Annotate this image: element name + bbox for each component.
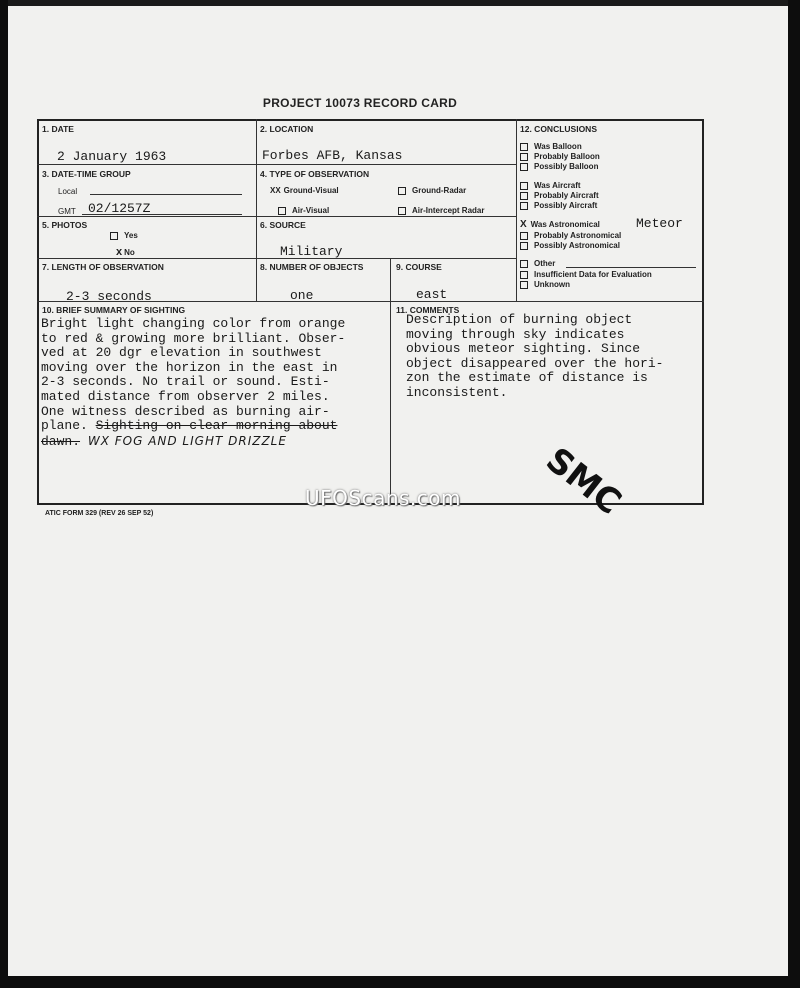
form-footer: ATIC FORM 329 (REV 26 SEP 52) <box>45 510 154 517</box>
was-aircraft-text: Was Aircraft <box>534 181 581 190</box>
poss-aircraft-text: Possibly Aircraft <box>534 201 598 210</box>
air-visual-option <box>278 206 329 215</box>
datetime-label: 3. DATE-TIME GROUP <box>42 169 131 179</box>
summary-label: 10. BRIEF SUMMARY OF SIGHTING <box>42 305 186 315</box>
comments-label: 11. COMMENTS <box>396 305 460 315</box>
summary-last-line <box>41 419 345 434</box>
prob-astro-text: Probably Astronomical <box>534 231 622 240</box>
gmt-label: GMT <box>58 207 76 216</box>
summary-line: to red & growing more brilliant. Obser- <box>41 330 346 346</box>
scan-edge-bottom <box>0 976 800 988</box>
was-astro-text: Was Astronomical <box>530 220 600 229</box>
poss-balloon-text: Possibly Balloon <box>534 162 599 171</box>
objects-value: one <box>290 288 314 303</box>
row-divider-2 <box>37 216 516 217</box>
was-balloon-option <box>520 142 582 151</box>
ground-radar-option <box>398 186 466 195</box>
prob-astro-checkbox <box>520 232 528 240</box>
summary-line: One witness described as burning air- <box>41 403 330 419</box>
course-value: east <box>416 287 448 302</box>
summary-final-line <box>41 434 345 450</box>
date-value: 2 January 1963 <box>57 149 167 164</box>
struck-text-2: dawn. <box>41 433 81 449</box>
local-underline <box>90 194 242 195</box>
summary-line: Bright light changing color from orange <box>41 316 346 331</box>
comment-line: moving through sky indicates <box>406 326 625 342</box>
local-label: Local <box>58 187 78 196</box>
photos-yes-option <box>110 231 138 240</box>
was-aircraft-checkbox <box>520 182 528 190</box>
air-intercept-option <box>398 206 484 215</box>
summary-line: ved at 20 dgr elevation in southwest <box>41 345 322 361</box>
was-astro-option <box>520 219 600 230</box>
prob-balloon-checkbox <box>520 153 528 161</box>
photos-no-option <box>116 246 135 258</box>
summary-line: moving over the horizon in the east in <box>41 359 338 375</box>
other-option <box>520 259 555 268</box>
length-label: 7. LENGTH OF OBSERVATION <box>42 262 164 272</box>
was-aircraft-option <box>520 181 581 190</box>
unknown-checkbox <box>520 281 528 289</box>
prob-aircraft-text: Probably Aircraft <box>534 191 599 200</box>
photos-yes-text: Yes <box>124 231 138 240</box>
prob-astro-option <box>520 231 621 240</box>
prob-aircraft-checkbox <box>520 192 528 200</box>
photos-yes-checkbox <box>110 232 118 240</box>
air-intercept-text: Air-Intercept Radar <box>412 206 485 215</box>
was-balloon-text: Was Balloon <box>534 142 582 151</box>
row-divider-1 <box>37 164 516 165</box>
poss-astro-checkbox <box>520 242 528 250</box>
air-visual-checkbox <box>278 207 286 215</box>
gmt-underline <box>82 214 242 215</box>
photos-label: 5. PHOTOS <box>42 220 88 230</box>
summary-line: mated distance from observer 2 miles. <box>41 388 330 404</box>
prob-balloon-option <box>520 152 600 161</box>
row-divider-3 <box>37 258 516 259</box>
poss-aircraft-option <box>520 201 597 210</box>
photos-no-mark: x <box>116 246 123 258</box>
conclusions-label: 12. CONCLUSIONS <box>520 124 597 134</box>
objects-label: 8. NUMBER OF OBJECTS <box>260 262 364 272</box>
card-title: PROJECT 10073 RECORD CARD <box>262 96 458 110</box>
ground-visual-text: Ground-Visual <box>283 186 339 195</box>
handwritten-note: WX FOG AND LIGHT DRIZZLE <box>87 433 287 448</box>
comments-text <box>406 313 663 401</box>
comment-line: obvious meteor sighting. Since <box>406 341 641 357</box>
col-divider-3 <box>516 119 517 301</box>
gmt-value: 02/1257Z <box>88 201 151 216</box>
watermark: UFOScans.com <box>305 486 461 510</box>
date-label: 1. DATE <box>42 124 74 134</box>
ground-visual-option <box>270 186 339 195</box>
ground-radar-checkbox <box>398 187 406 195</box>
col-divider-2 <box>390 258 391 505</box>
unknown-text: Unknown <box>534 280 570 289</box>
comment-line: inconsistent. <box>406 384 508 400</box>
struck-text-1: Sighting on clear morning about <box>95 418 338 434</box>
comment-line: Description of burning object <box>406 312 633 327</box>
comment-line: object disappeared over the hori- <box>406 355 664 371</box>
course-label: 9. COURSE <box>396 262 442 272</box>
poss-aircraft-checkbox <box>520 202 528 210</box>
was-balloon-checkbox <box>520 143 528 151</box>
ground-radar-text: Ground-Radar <box>412 186 467 195</box>
unknown-option <box>520 280 570 289</box>
photos-no-text: No <box>124 248 135 257</box>
insufficient-text: Insufficient Data for Evaluation <box>534 270 652 279</box>
location-label: 2. LOCATION <box>260 124 314 134</box>
other-underline <box>566 267 696 268</box>
was-astro-mark: X <box>520 219 527 230</box>
source-label: 6. SOURCE <box>260 220 306 230</box>
poss-balloon-option <box>520 162 598 171</box>
summary-line: 2-3 seconds. No trail or sound. Esti- <box>41 374 330 390</box>
col-divider-1 <box>256 119 257 301</box>
prob-balloon-text: Probably Balloon <box>534 152 600 161</box>
summary-text <box>41 317 345 449</box>
scan-edge-right <box>788 0 800 988</box>
poss-balloon-checkbox <box>520 163 528 171</box>
poss-astro-text: Possibly Astronomical <box>534 241 620 250</box>
scan-edge-left <box>0 0 8 988</box>
source-value: Military <box>280 244 343 259</box>
poss-astro-option <box>520 241 620 250</box>
other-checkbox <box>520 260 528 268</box>
location-value: Forbes AFB, Kansas <box>262 148 403 163</box>
observation-type-label: 4. TYPE OF OBSERVATION <box>260 169 370 179</box>
insufficient-option <box>520 270 652 279</box>
comment-line: zon the estimate of distance is <box>406 370 648 386</box>
smc-stamp: SMC <box>538 440 629 523</box>
air-visual-text: Air-Visual <box>292 206 330 215</box>
summary-last-plain: plane. <box>41 418 96 434</box>
prob-aircraft-option <box>520 191 599 200</box>
ground-visual-mark: XX <box>270 186 281 195</box>
insufficient-checkbox <box>520 271 528 279</box>
meteor-note: Meteor <box>636 216 683 231</box>
other-text: Other <box>534 259 556 268</box>
length-value: 2-3 seconds <box>66 289 152 304</box>
air-intercept-checkbox <box>398 207 406 215</box>
